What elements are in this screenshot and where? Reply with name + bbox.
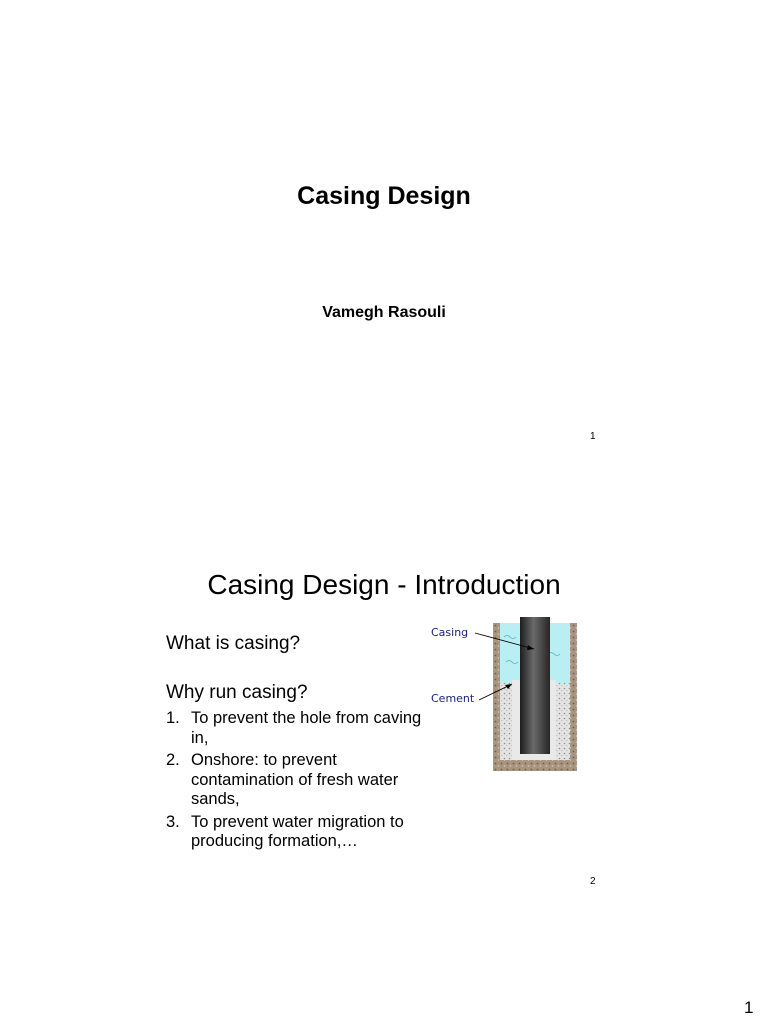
- question-why-run-casing: Why run casing?: [166, 682, 308, 703]
- reason-text: To prevent water migration to producing formation,…: [191, 812, 404, 850]
- casing-diagram: [428, 612, 588, 772]
- page-number: 1: [744, 998, 754, 1017]
- slide-2-number: 2: [590, 876, 596, 887]
- slide-2-title: Casing Design - Introduction: [207, 569, 561, 600]
- reason-text: To prevent the hole from caving in,: [191, 709, 422, 747]
- reason-number: 3.: [166, 812, 180, 831]
- question-what-is-casing: What is casing?: [166, 633, 301, 654]
- casing-label: Casing: [431, 626, 469, 639]
- reasons-list: [166, 709, 426, 855]
- slide-1-author: Vamegh Rasouli: [322, 304, 446, 321]
- casing-pipe: [520, 617, 550, 754]
- reason-item: [166, 751, 426, 810]
- reason-item: [166, 709, 426, 748]
- reason-item: [166, 813, 426, 852]
- slide-1-number: 1: [590, 431, 596, 442]
- reason-number: 1.: [166, 709, 180, 727]
- slide-1-title: Casing Design: [297, 182, 471, 210]
- reason-number: 2.: [166, 751, 180, 769]
- slide-2: [0, 540, 768, 900]
- reason-text: Onshore: to prevent contamination of fresh water sands,: [191, 751, 399, 808]
- slide-1: [0, 0, 768, 460]
- cement-label: Cement: [431, 692, 475, 705]
